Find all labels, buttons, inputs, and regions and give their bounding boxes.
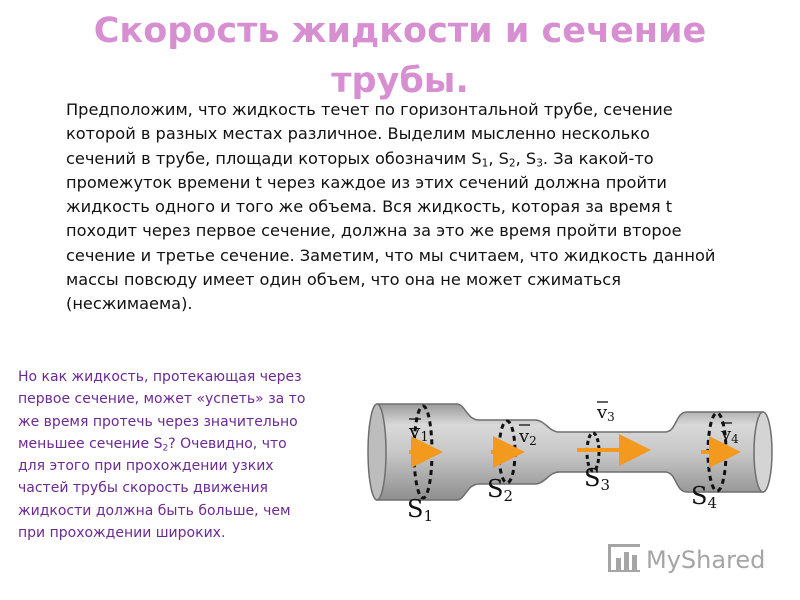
section-label-s1: S1 bbox=[407, 495, 433, 525]
s-subscript: 2 bbox=[162, 443, 169, 454]
pipe-diagram bbox=[365, 392, 785, 527]
myshared-logo bbox=[606, 540, 786, 576]
s-subscript: 3 bbox=[536, 157, 543, 170]
s-letter: S bbox=[498, 148, 509, 168]
velocity-label-1: v1 bbox=[409, 419, 429, 445]
side-text-2: ? Очевидно, что для этого при прохождении узких частей трубы скорость движения жидкости должна быть больше, чем при прохождении широких. bbox=[18, 435, 291, 542]
logo-text: MyShared bbox=[646, 546, 766, 574]
separator: , bbox=[515, 148, 526, 168]
section-label-s2: S2 bbox=[487, 475, 513, 505]
s-subscript: 1 bbox=[481, 157, 489, 170]
pipe-left-end bbox=[368, 404, 386, 500]
paragraph-text-1: Предположим, что жидкость течет по горизонтальной трубе, сечение которой в разных местах различное. Выделим мысленно несколько сечений в трубе, площади которых обозначим bbox=[66, 100, 673, 168]
section-label-s4: S4 bbox=[691, 482, 717, 512]
s-letter: S bbox=[153, 435, 163, 452]
s-subscript: 2 bbox=[508, 157, 516, 170]
s-letter: S bbox=[471, 148, 482, 168]
separator: , bbox=[488, 148, 499, 168]
side-note bbox=[18, 366, 318, 544]
pipe-right-end bbox=[754, 412, 772, 492]
main-paragraph bbox=[66, 98, 716, 317]
chart-logo-icon bbox=[608, 544, 640, 572]
s-letter: S bbox=[525, 148, 537, 168]
velocity-label-2: v2 bbox=[519, 426, 537, 448]
slide-title: Скорость жидкости и сечение трубы. bbox=[93, 11, 707, 101]
velocity-label-3: v3 bbox=[597, 402, 615, 424]
velocity-label-4: v4 bbox=[721, 424, 739, 446]
side-text-1: Но как жидкость, протекающая через первое сечение, может «успеть» за то же время протечь через значительно меньшее сечение bbox=[18, 369, 306, 452]
section-label-s3: S3 bbox=[584, 464, 610, 494]
paragraph-text-2: . За какой-то промежуток времени t через каждое из этих сечений должна пройти жидкость одного и того же объема. Вся жидкость, которая за время t походит через первое сечение, должна за это же время пройти второе сечение и третье сечение. Заметим, что мы считаем, что жидкость данной массы повсюду имеет один объем, что она не может сжиматься (несжимаема). bbox=[66, 148, 716, 314]
